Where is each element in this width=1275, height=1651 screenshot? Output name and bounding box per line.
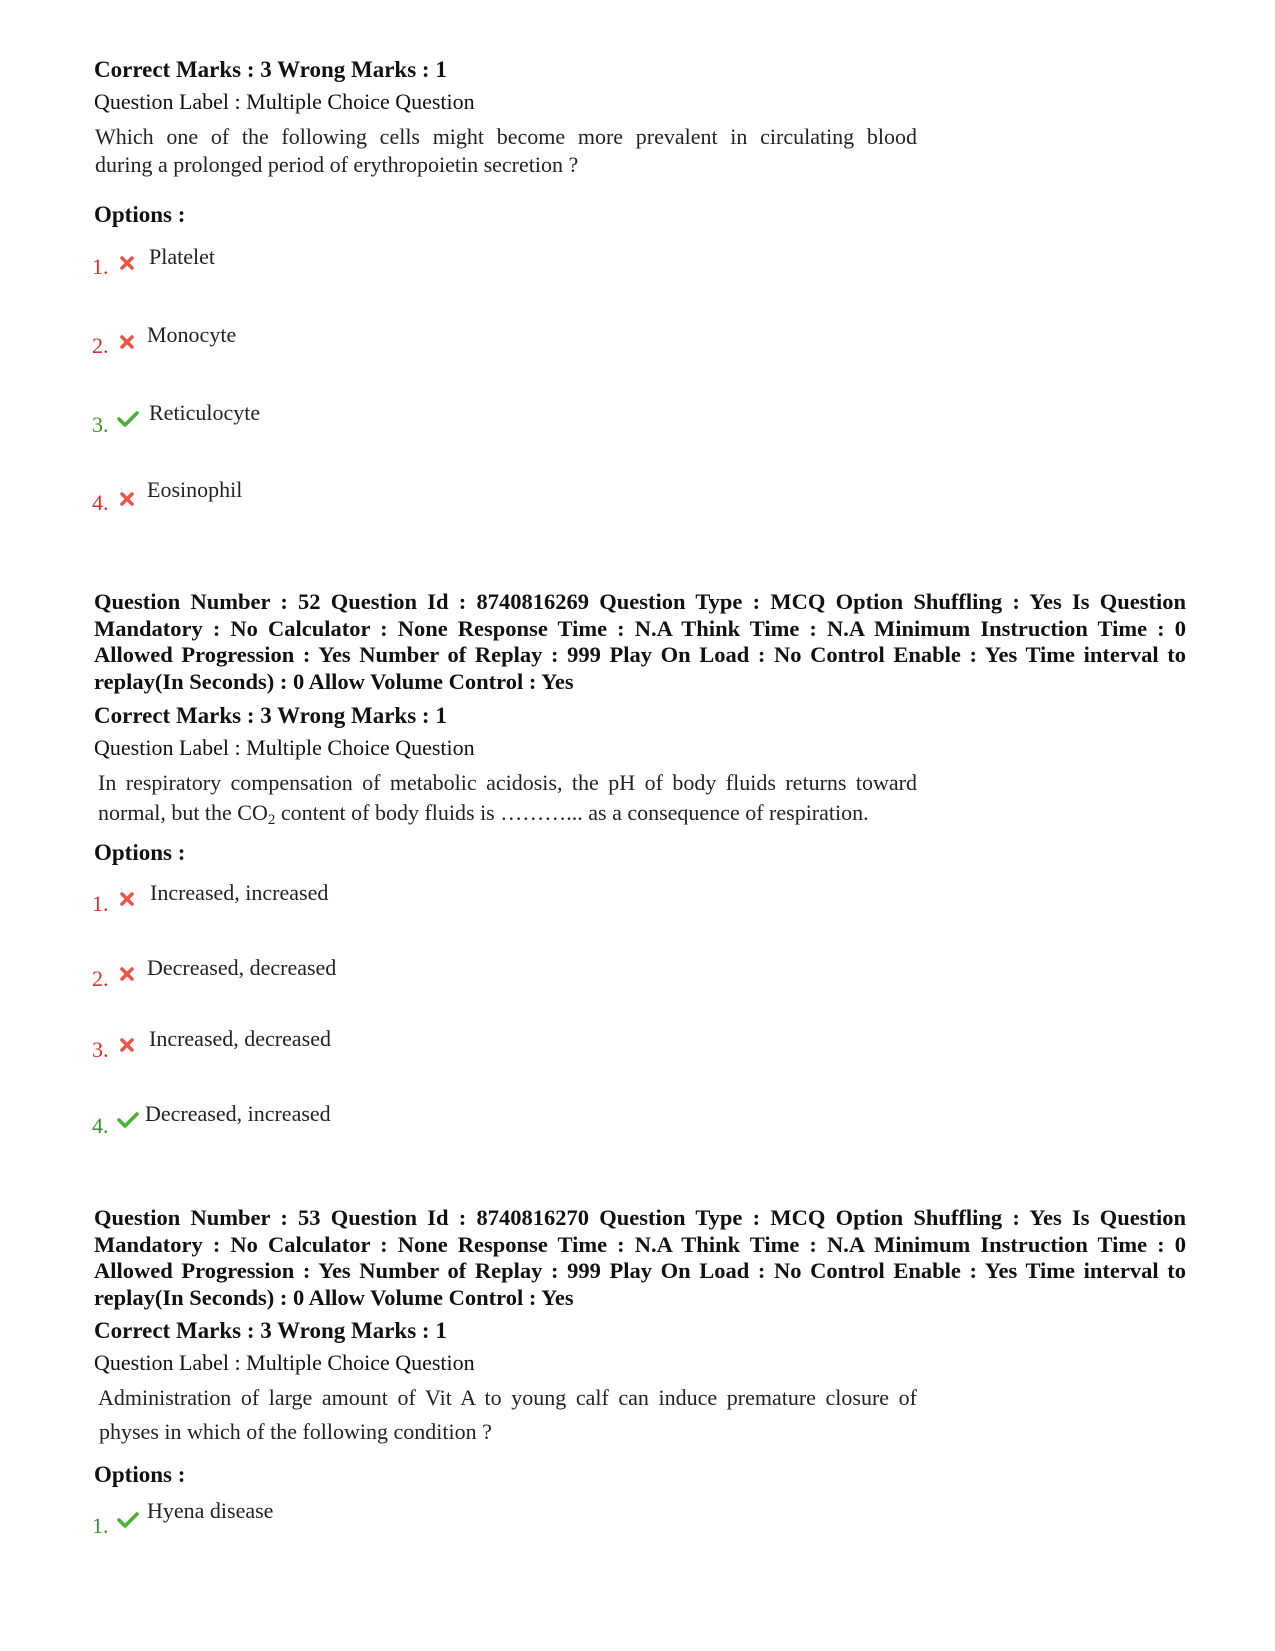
question-text-line-1: Administration of large amount of Vit A to young calf can induce premature closure of <box>98 1385 917 1410</box>
options-title: Options : <box>94 1462 186 1487</box>
question-label: Question Label : Multiple Choice Question <box>94 735 475 760</box>
question-text-line-1: Which one of the following cells might become more prevalent in circulating blood <box>95 124 917 149</box>
cross-mark-icon <box>118 490 136 508</box>
option-text: Hyena disease <box>147 1498 274 1523</box>
question-text-line-2: during a prolonged period of erythropoietin secretion ? <box>95 152 579 177</box>
marks-line: Correct Marks : 3 Wrong Marks : 1 <box>94 1318 447 1343</box>
option-number: 3. <box>92 1037 109 1062</box>
question-label: Question Label : Multiple Choice Question <box>94 1350 475 1375</box>
option-text: Platelet <box>149 244 215 269</box>
option-text: Monocyte <box>147 322 237 347</box>
cross-mark-icon <box>118 333 136 351</box>
option-number: 4. <box>92 1113 109 1138</box>
option-number: 3. <box>92 412 109 437</box>
cross-mark-icon <box>118 254 136 272</box>
option-text: Decreased, decreased <box>147 955 337 980</box>
option-text: Reticulocyte <box>149 400 261 425</box>
marks-line: Correct Marks : 3 Wrong Marks : 1 <box>94 703 447 728</box>
marks-line: Correct Marks : 3 Wrong Marks : 1 <box>94 57 447 82</box>
question-text-line-2: normal, but the $CO_2$ content of body fluids is ………... as a consequence of respiration. <box>98 800 869 828</box>
check-mark-icon <box>117 410 139 428</box>
option-number: 2. <box>92 966 109 991</box>
option-number: 1. <box>92 1513 109 1538</box>
option-text: Decreased, increased <box>145 1101 331 1126</box>
question-text-line-2: physes in which of the following condition ? <box>99 1419 492 1444</box>
question-meta-53: Question Number : 53 Question Id : 8740816270 Question Type : MCQ Option Shuffling : Yes Is Question Mandatory : No Calculator : None Response Time : N.A Think Time : N.A Minimum Instruction Time : 0 Allowed Progression : Yes Number of Replay : 999 Play On Load : No Control Enable : Yes Time interval to replay(In Seconds) : 0 Allow Volume Control : Yes <box>94 1205 1186 1310</box>
options-title: Options : <box>94 840 186 865</box>
options-title: Options : <box>94 202 186 227</box>
question-meta-52: Question Number : 52 Question Id : 8740816269 Question Type : MCQ Option Shuffling : Yes Is Question Mandatory : No Calculator : None Response Time : N.A Think Time : N.A Minimum Instruction Time : 0 Allowed Progression : Yes Number of Replay : 999 Play On Load : No Control Enable : Yes Time interval to replay(In Seconds) : 0 Allow Volume Control : Yes <box>94 589 1186 694</box>
check-mark-icon <box>117 1511 139 1529</box>
cross-mark-icon <box>118 965 136 983</box>
question-label: Question Label : Multiple Choice Question <box>94 89 475 114</box>
option-number: 2. <box>92 333 109 358</box>
cross-mark-icon <box>118 1036 136 1054</box>
option-text: Eosinophil <box>147 477 243 502</box>
option-text: Increased, decreased <box>149 1026 331 1051</box>
option-number: 1. <box>92 254 109 279</box>
question-text-line-1: In respiratory compensation of metabolic acidosis, the pH of body fluids returns toward <box>98 770 917 795</box>
check-mark-icon <box>117 1111 139 1129</box>
cross-mark-icon <box>118 890 136 908</box>
option-number: 4. <box>92 490 109 515</box>
option-number: 1. <box>92 891 109 916</box>
option-text: Increased, increased <box>150 880 329 905</box>
